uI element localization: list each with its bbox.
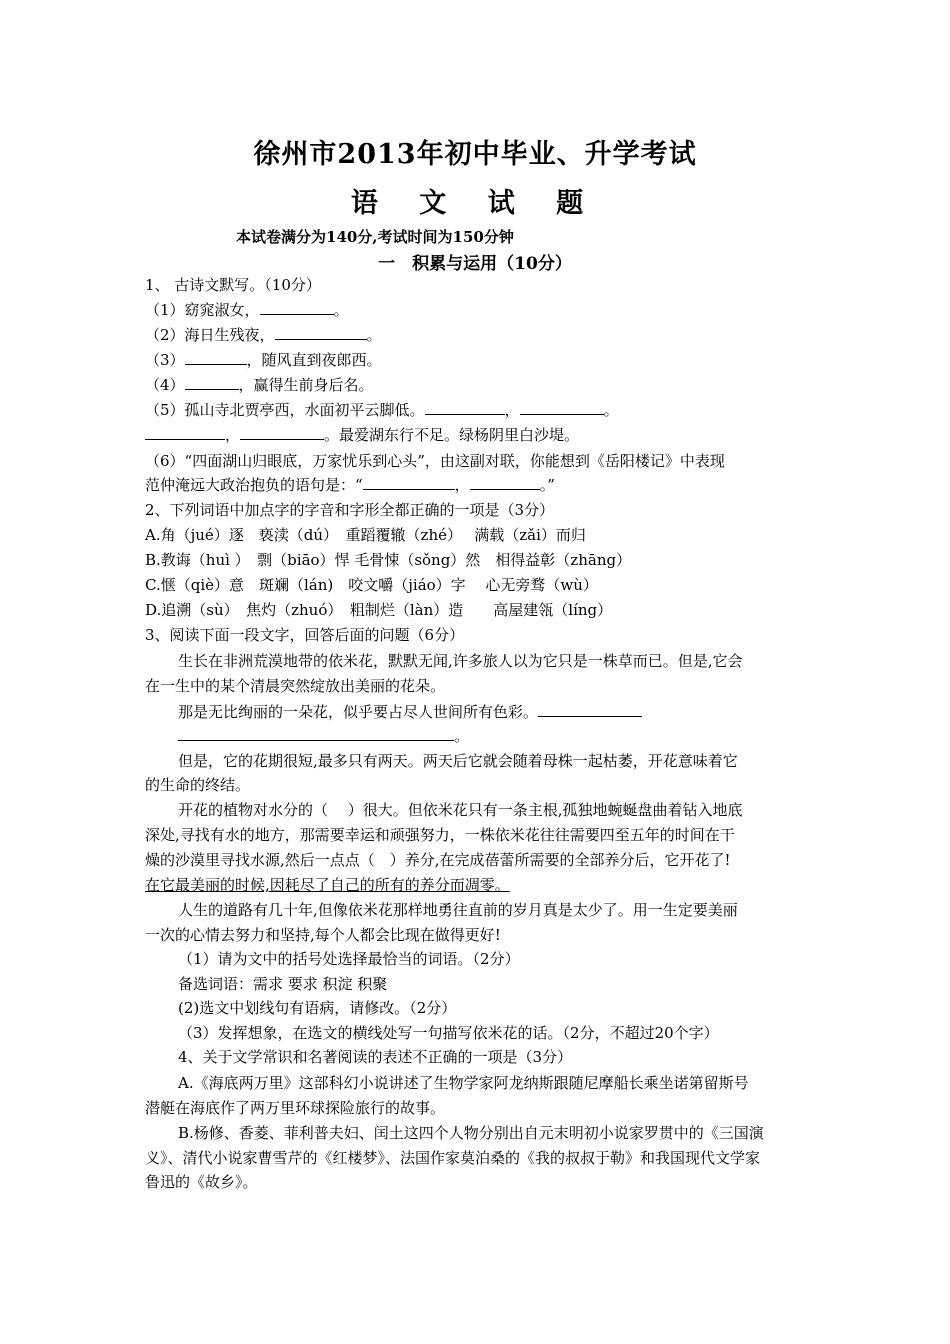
answer-blank[interactable]	[425, 400, 505, 415]
q1-item-6: （6）“四面湖山归眼底，万家忧乐到心头”，由这副对联，你能想到《岳阳楼记》中表现	[145, 452, 725, 470]
q3-passage-line: 一次的心情去努力和坚持,每个人都会比现在做得更好!	[145, 926, 501, 944]
punct-period: 。	[603, 401, 619, 419]
q1-item-1-text: （1）窈窕淑女，	[145, 301, 260, 319]
q1-item-5-cont-text: 。最爱湖东行不足。绿杨阴里白沙堤。	[324, 426, 580, 444]
q4-option-a-cont: 潜艇在海底作了两万里环球探险旅行的故事。	[145, 1099, 446, 1117]
q3-passage-line: 开花的植物对水分的（ ）很大。但依米花只有一条主根,孤独地蜿蜒盘曲着钻入地底	[178, 801, 743, 819]
answer-blank[interactable]	[260, 300, 334, 315]
answer-blank[interactable]	[145, 425, 225, 440]
q1-item-1	[145, 300, 349, 320]
answer-blank[interactable]	[470, 475, 540, 490]
q3-passage-line: 深处,寻找有水的地方，那需要幸运和顽强努力，一株依米花往往需要四至五年的时间在干	[145, 826, 735, 844]
q3-passage-line: 的生命的终结。	[145, 776, 251, 794]
q3-passage-line: 人生的道路有几十年,但像依米花那样地勇往直前的岁月真是太少了。用一生定要美丽	[178, 901, 738, 919]
q2-option-b: B.教诲（huì ） 剽（biāo）悍 毛骨悚（sǒng）然 相得益彰（zhāng）	[145, 551, 632, 569]
punct-period: 。	[366, 326, 382, 344]
q1-item-5-cont	[145, 425, 579, 445]
q4-stem: 4、关于文学常识和名著阅读的表述不正确的一项是（3分）	[178, 1048, 573, 1066]
q1-item-3	[145, 350, 382, 370]
q3-sub-1-options: 备选词语：需求 要求 积淀 积聚	[178, 975, 388, 993]
q3-passage-line	[178, 702, 642, 722]
q4-option-b: B.杨修、香菱、菲利普夫妇、闰土这四个人物分别出自元末明初小说家罗贯中的《三国演	[178, 1124, 764, 1142]
q3-passage-text: 那是无比绚丽的一朵花，似乎要占尽人世间所有色彩。	[178, 703, 539, 721]
q1-item-4	[145, 375, 374, 395]
answer-blank[interactable]	[520, 400, 604, 415]
punct-comma: ，	[225, 426, 241, 444]
punct-comma: ，	[454, 476, 470, 494]
q3-passage-line: 生长在非洲荒漠地带的依米花，默默无闻,许多旅人以为它只是一株草而已。但是,它会	[178, 652, 743, 670]
punct-period: 。	[333, 301, 349, 319]
answer-blank[interactable]	[538, 702, 642, 717]
answer-blank[interactable]	[363, 475, 455, 490]
answer-blank[interactable]	[178, 726, 454, 741]
q3-stem: 3、阅读下面一段文字，回答后面的问题（6分）	[145, 626, 465, 644]
q3-passage-line: 燥的沙漠里寻找水源,然后一点点（ ）养分,在完成蓓蕾所需要的全部养分后，它开花了!	[145, 851, 731, 869]
q1-item-6-cont	[145, 475, 555, 495]
q2-option-a: A.角（jué）逐 亵渎（dú） 重蹈覆辙（zhé） 满载（zǎi）而归	[145, 526, 586, 544]
q3-passage-line: 但是，它的花期很短,最多只有两天。两天后它就会随着母株一起枯萎，开花意味着它	[178, 752, 738, 770]
answer-blank[interactable]	[185, 350, 247, 365]
q1-item-2	[145, 325, 382, 345]
q4-option-b-cont: 义》、清代小说家曹雪芹的《红楼梦》、法国作家莫泊桑的《我的叔叔于勒》和我国现代文学家	[145, 1149, 761, 1167]
exam-subtitle: 语 文 试 题	[350, 188, 600, 219]
q3-passage-line: 在一生中的某个清晨突然绽放出美丽的花朵。	[145, 677, 446, 695]
q2-stem: 2、下列词语中加点字的字音和字形全都正确的一项是（3分）	[145, 501, 555, 519]
q1-item-4-text: ，赢得生前身后名。	[238, 376, 374, 394]
q1-item-5	[145, 400, 619, 420]
exam-title: 徐州市2013年初中毕业、升学考试	[253, 139, 697, 170]
punct-period: 。	[454, 727, 470, 745]
q1-item-2-text: （2）海日生残夜，	[145, 326, 275, 344]
q2-option-c: C.惬（qiè）意 斑斓（lán) 咬文嚼（jiáo）字 心无旁骛（wù）	[145, 576, 598, 594]
section-heading: 一 积累与运用（10分）	[378, 254, 572, 274]
exam-note: 本试卷满分为140分,考试时间为150分钟	[236, 228, 514, 246]
punct-comma: ，	[504, 401, 520, 419]
q3-sub-2: (2)选文中划线句有语病，请修改。（2分）	[178, 999, 457, 1017]
q4-option-b-cont: 鲁迅的《故乡》。	[145, 1173, 258, 1191]
answer-blank[interactable]	[275, 325, 367, 340]
q1-item-6-cont-text: 范仲淹远大政治抱负的语句是：“	[145, 476, 363, 494]
q3-passage-line	[178, 726, 469, 746]
q3-sub-3: （3）发挥想象，在选文的横线处写一句描写依米花的话。（2分，不超过20个字）	[178, 1024, 719, 1042]
q3-sub-1: （1）请为文中的括号处选择最恰当的词语。（2分）	[178, 950, 520, 968]
q1-item-3-text: ，随风直到夜郎西。	[246, 351, 382, 369]
q1-stem: 1、 古诗文默写。（10分）	[145, 276, 321, 294]
answer-blank[interactable]	[240, 425, 324, 440]
answer-blank[interactable]	[185, 375, 239, 390]
q1-item-5-text: （5）孤山寺北贾亭西，水面初平云脚低。	[145, 401, 425, 419]
q4-option-a: A.《海底两万里》这部科幻小说讲述了生物学家阿龙纳斯跟随尼摩船长乘坐诺第留斯号	[178, 1074, 749, 1092]
q1-item-3-num: （3）	[145, 351, 185, 369]
q3-underlined-sentence: 在它最美丽的时候,因耗尽了自己的所有的养分而凋零。	[145, 876, 510, 894]
q1-item-6-end: 。”	[539, 476, 555, 494]
q2-option-d: D.追溯（sù） 焦灼（zhuó） 粗制烂（làn）造 高屋建瓴（líng）	[145, 601, 613, 619]
q1-item-4-num: （4）	[145, 376, 185, 394]
